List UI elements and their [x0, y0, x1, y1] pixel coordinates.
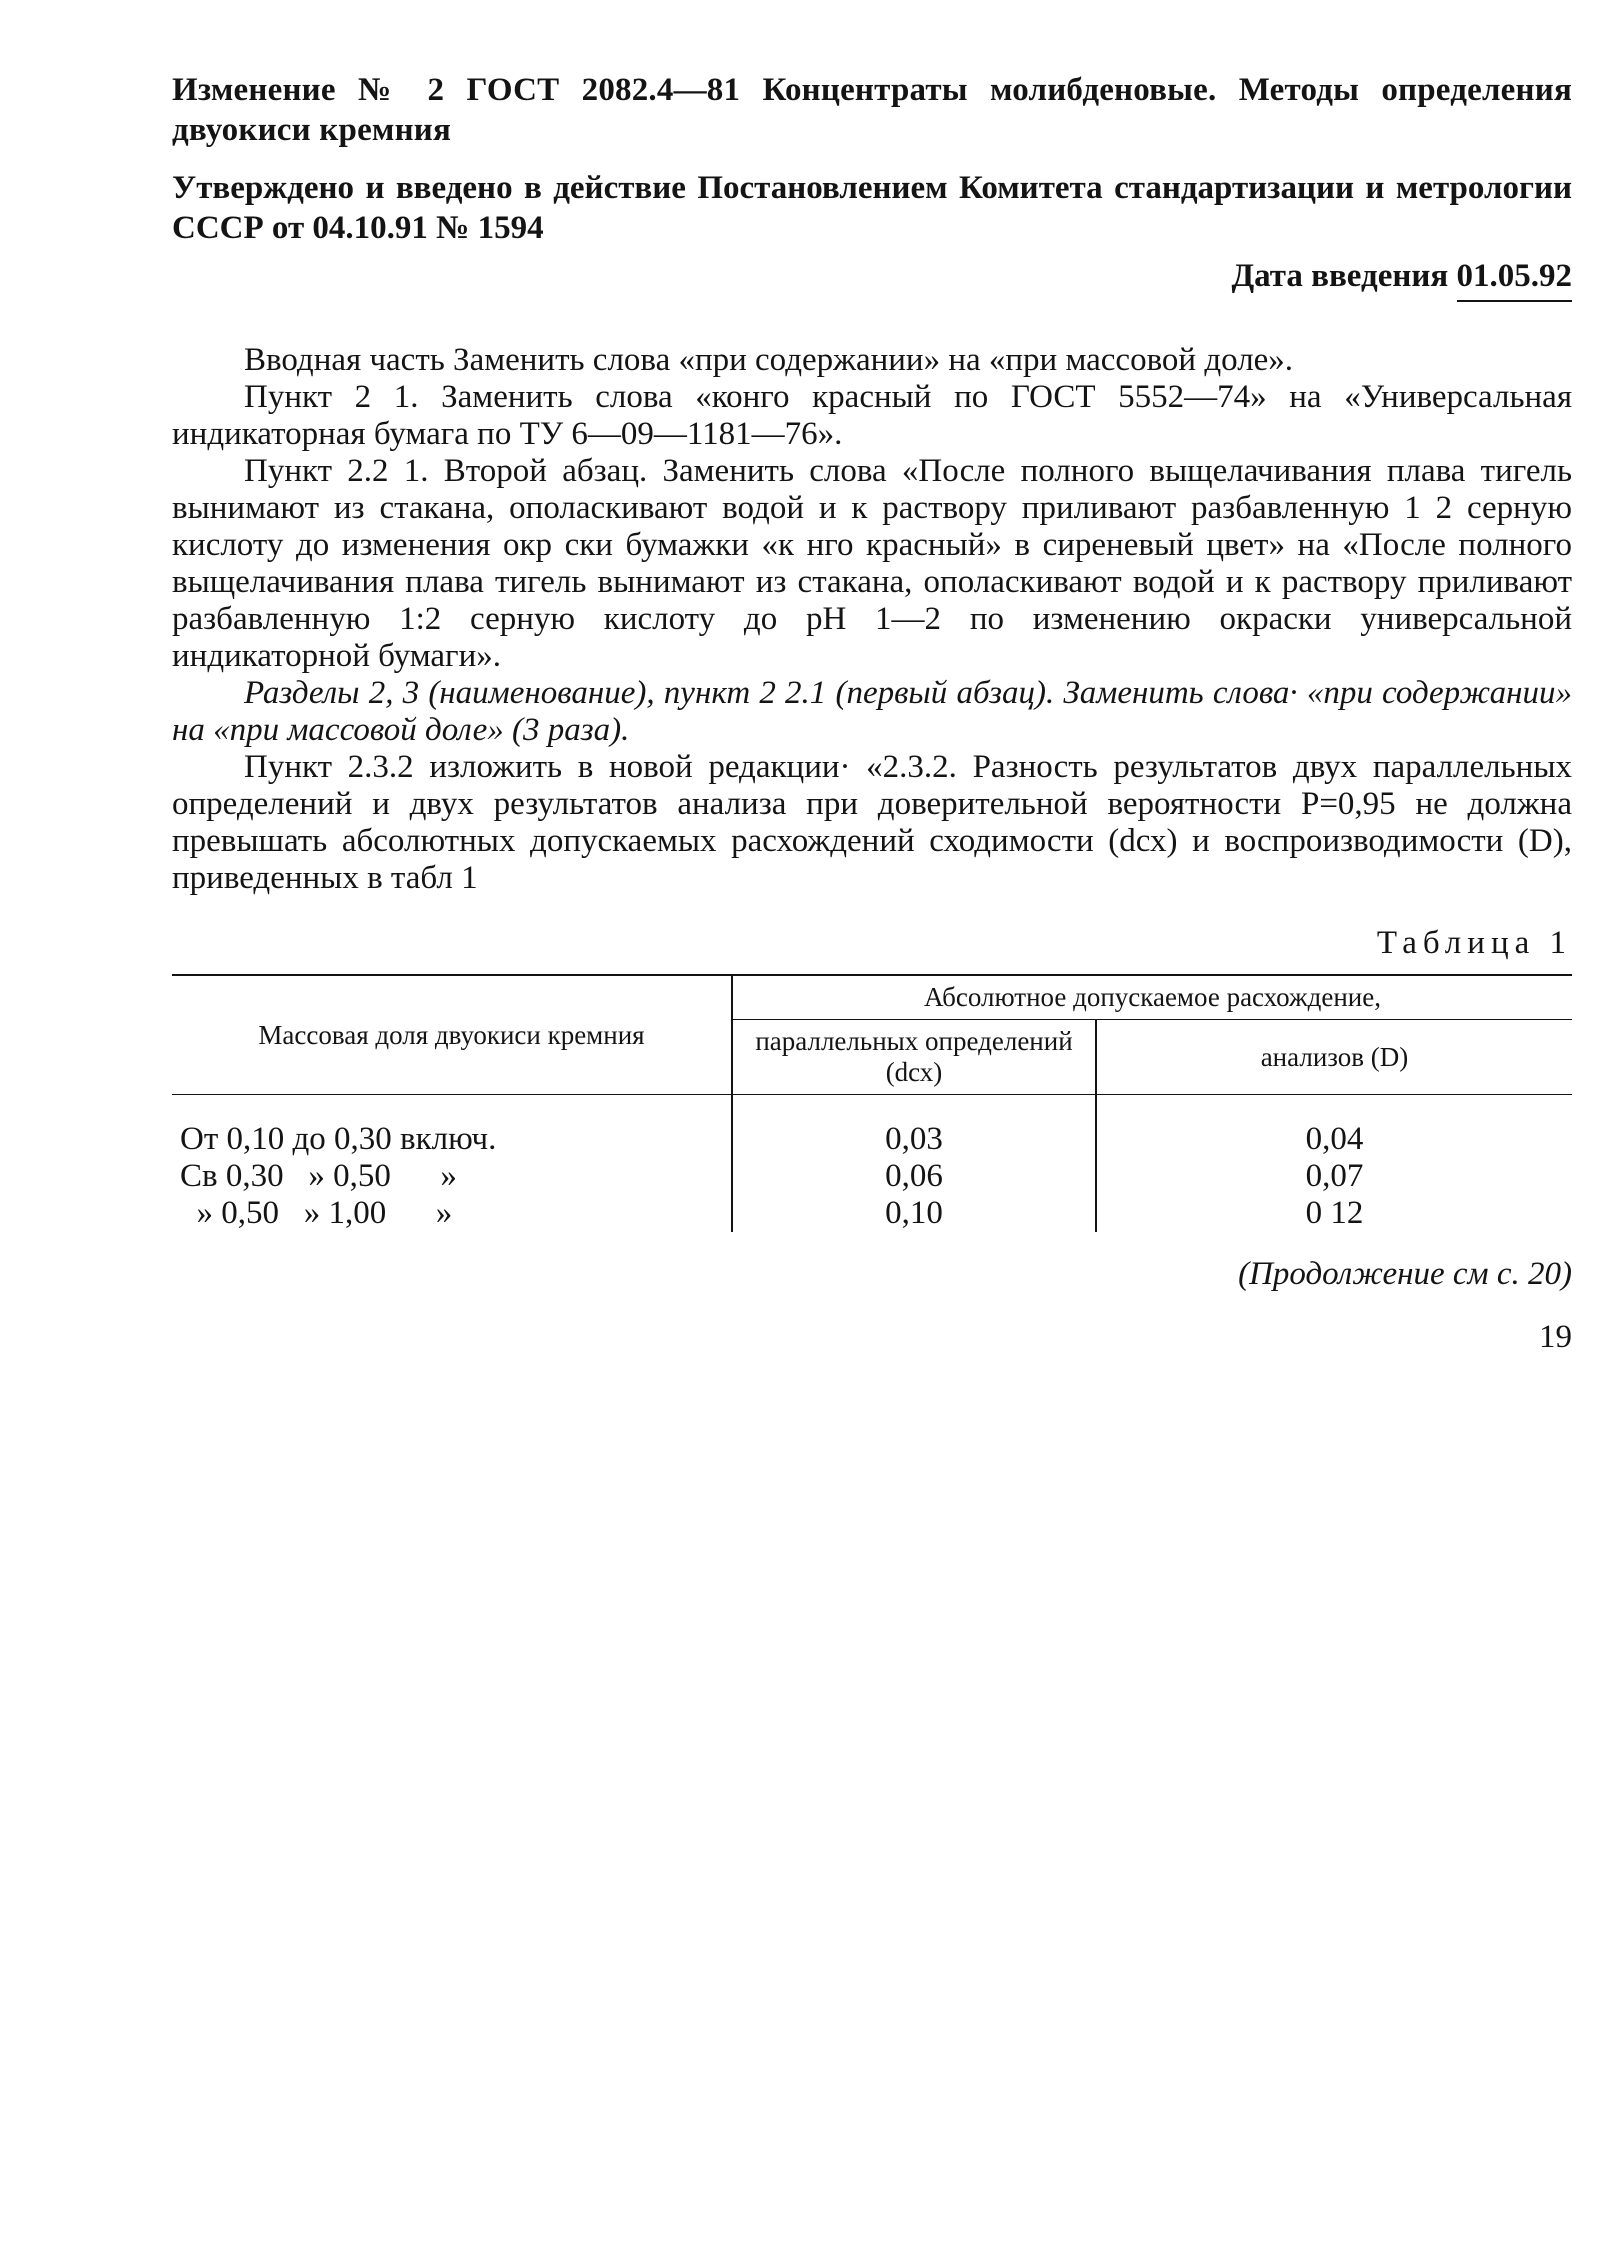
paragraph-clause-2-1: Пункт 2 1. Заменить слова «конго красный по ГОСТ 5552—74» на «Универсальная индикаторная бумага по ТУ 6—09—1181—76». — [172, 379, 1572, 452]
paragraph-intro: Вводная часть Заменить слова «при содержании» на «при массовой доле». — [244, 342, 1294, 378]
analysis-value-cell: 0,07 — [1096, 1158, 1572, 1195]
introduction-date-value: 01.05.92 — [1457, 254, 1573, 302]
amendment-text — [172, 342, 1572, 897]
column-group-header: Абсолютное допускаемое расхождение, — [732, 975, 1572, 1020]
parallel-value-cell: 0,06 — [732, 1158, 1096, 1195]
continuation-note: (Продолжение см с. 20) — [1238, 1256, 1572, 1292]
table-row — [172, 1121, 1572, 1158]
table-row — [172, 1158, 1572, 1195]
document-title: Изменение № 2 ГОСТ 2082.4—81 Концентраты молибденовые. Методы определения двуокиси кремния — [172, 72, 1572, 148]
paragraph-sections-2-3: Разделы 2, 3 (наименование), пункт 2 2.1 (первый абзац). Заменить слова· «при содержании» на «при массовой доле» (3 раза). — [172, 675, 1572, 748]
table-row — [172, 1195, 1572, 1232]
approval-statement: Утверждено и введено в действие Постановлением Комитета стандартизации и метрологии СССР от 04.10.91 № 1594 — [172, 170, 1572, 246]
paragraph-clause-2-3-2: Пункт 2.3.2 изложить в новой редакции· «2.3.2. Разность результатов двух параллельных определений и двух результатов анализа при доверительной вероятности P=0,95 не должна превышать абсолютных допускаемых расхождений сходимости (dсх) и воспроизводимости (D), приведенных в табл 1 — [172, 749, 1572, 896]
mass-range-cell: От 0,10 до 0,30 включ. — [180, 1121, 497, 1157]
column-header-analysis: анализов (D) — [1096, 1020, 1572, 1095]
paragraph-clause-2-2-1: Пункт 2.2 1. Второй абзац. Заменить слова «После полного выщелачивания плава тигель вынимают из стакана, ополаскивают водой и к раствору приливают разбавленную 1 2 серную кислоту до изменения окр ски бумажки «к нго красный» в сиреневый цвет» на «После полного выщелачивания плава тигель вынимают из стакана, ополаскивают водой и к раствору приливают разбавленную 1:2 серную кислоту до pH 1—2 по изменению окраски универсальной индикаторной бумаги». — [172, 453, 1572, 674]
page-number: 19 — [1539, 1319, 1572, 1355]
introduction-date-label: Дата введения — [1231, 258, 1449, 294]
discrepancy-table — [172, 974, 1572, 1232]
document-page — [172, 70, 1572, 1356]
mass-range-cell: » 0,50 » 1,00 » — [180, 1195, 453, 1231]
mass-range-cell: Св 0,30 » 0,50 » — [180, 1158, 457, 1194]
column-header-mass: Массовая доля двуокиси кремния — [172, 975, 732, 1095]
column-header-parallel: параллельных определений (dсх) — [732, 1020, 1096, 1095]
table-header-row — [172, 975, 1572, 1020]
analysis-value-cell: 0 12 — [1096, 1195, 1572, 1232]
table-spacer — [172, 1095, 1572, 1122]
table-caption: Таблица 1 — [1376, 925, 1572, 961]
introduction-date — [172, 254, 1572, 302]
parallel-value-cell: 0,10 — [732, 1195, 1096, 1232]
parallel-value-cell: 0,03 — [732, 1121, 1096, 1158]
analysis-value-cell: 0,04 — [1096, 1121, 1572, 1158]
